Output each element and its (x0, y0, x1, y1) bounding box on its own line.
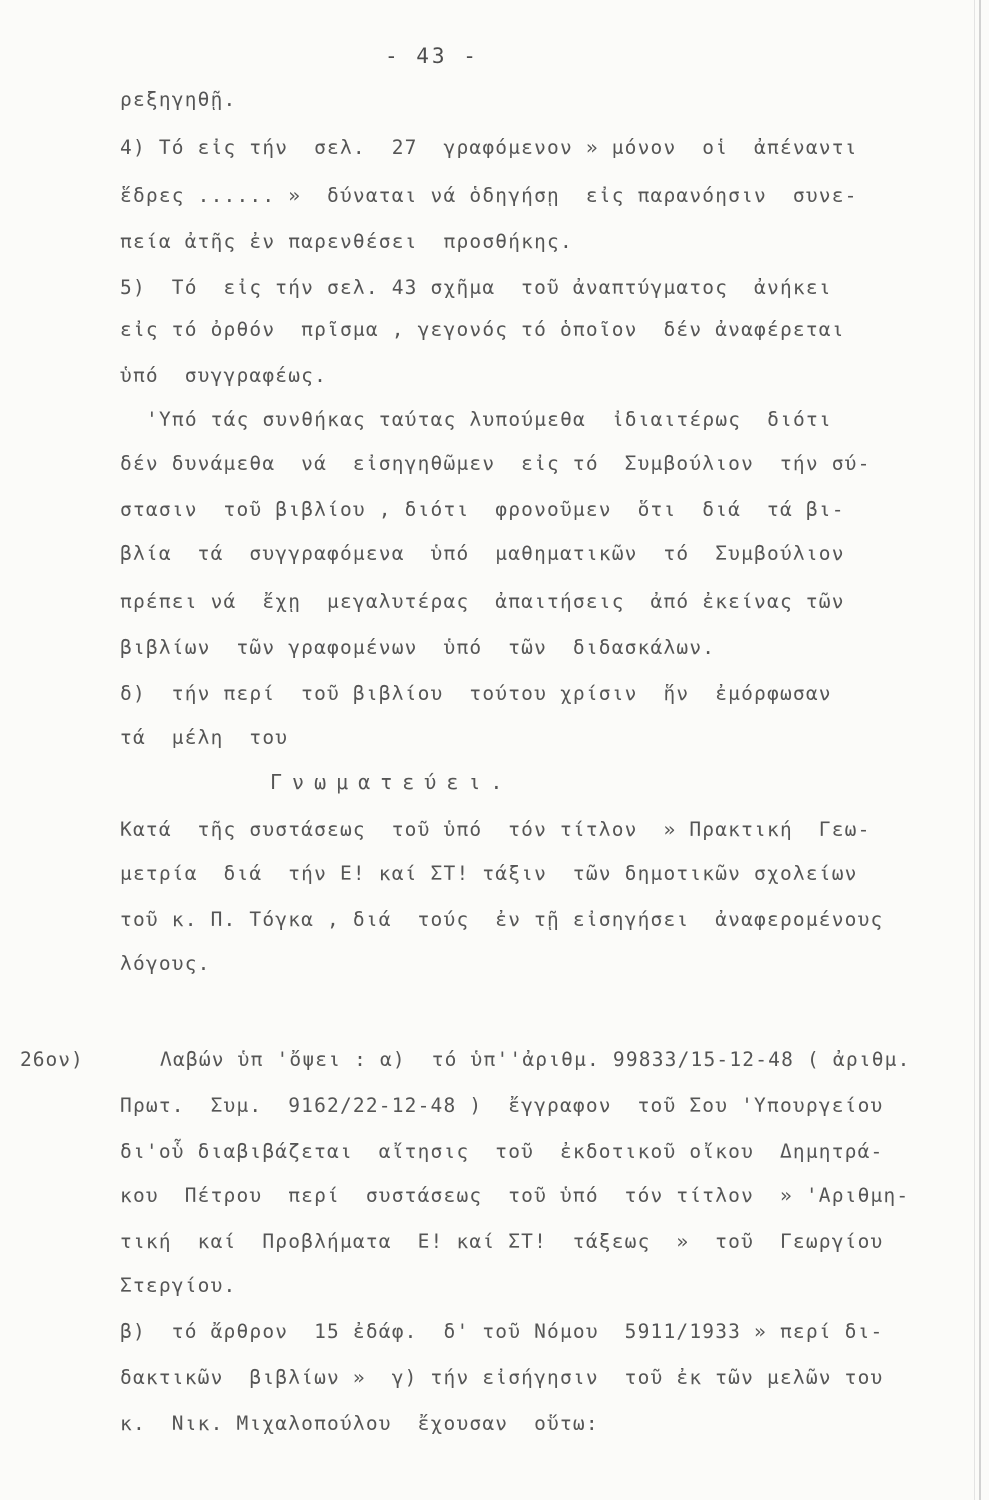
text-line: 'Υπό τάς συνθήκας ταύτας λυπούμεθα ἰδιαιτέρως διότι (146, 408, 832, 431)
text-line: στασιν τοῦ βιβλίου , διότι φρονοῦμεν ὅτι διά τά βι- (120, 498, 845, 521)
item-number-label: 26ον) (20, 1048, 84, 1071)
text-line: δακτικῶν βιβλίων » γ) τήν εἰσήγησιν τοῦ ἐκ τῶν μελῶν του (120, 1366, 884, 1389)
text-line: τοῦ κ. Π. Τόγκα , διά τούς ἐν τῇ εἰσηγήσει ἀναφερομένους (120, 908, 884, 931)
text-line: εἰς τό ὀρθόν πρῖσμα , γεγονός τό ὁποῖον δέν ἀναφέρεται (120, 318, 845, 341)
text-line: μετρία διά τήν Ε! καί ΣΤ! τάξιν τῶν δημοτικῶν σχολείων (120, 862, 858, 885)
text-line: πρέπει νά ἔχῃ μεγαλυτέρας ἀπαιτήσεις ἀπό ἐκείνας τῶν (120, 590, 845, 613)
section-heading: Γνωματεύει. (270, 770, 513, 794)
page-edge-line (979, 0, 981, 1500)
text-line: ρεξηγηθῇ. (120, 88, 237, 111)
text-line: Λαβών ὑπ 'ὄψει : α) τό ὑπ''ἀριθμ. 99833/15-12-48 ( ἀριθμ. (160, 1048, 911, 1071)
text-line: δέν δυνάμεθα νά εἰσηγηθῶμεν εἰς τό Συμβούλιον τήν σύ- (120, 452, 871, 475)
page-edge-line-secondary (974, 0, 975, 1500)
text-line: τά μέλη του (120, 726, 289, 749)
text-line: β) τό ἄρθρον 15 ἐδάφ. δ' τοῦ Νόμου 5911/1933 » περί δι- (120, 1320, 884, 1343)
text-line: δι'οὗ διαβιβάζεται αἴτησις τοῦ ἐκδοτικοῦ οἴκου Δημητρά- (120, 1140, 884, 1163)
text-line: Στεργίου. (120, 1274, 237, 1297)
text-line: Πρωτ. Συμ. 9162/22-12-48 ) ἔγγραφον τοῦ Σου 'Υπουργείου (120, 1094, 884, 1117)
text-line: δ) τήν περί τοῦ βιβλίου τούτου χρίσιν ἥν ἐμόρφωσαν (120, 682, 832, 705)
text-line: 4) Τό εἰς τήν σελ. 27 γραφόμενον » μόνον οἱ ἀπέναντι (120, 136, 858, 159)
text-line: ὑπό συγγραφέως. (120, 364, 328, 387)
text-line: κ. Νικ. Μιχαλοπούλου ἔχουσαν οὕτω: (120, 1412, 599, 1435)
text-line: πεία ἀτῆς ἐν παρενθέσει προσθήκης. (120, 230, 573, 253)
text-line: 5) Τό εἰς τήν σελ. 43 σχῆμα τοῦ ἀναπτύγματος ἀνήκει (120, 276, 832, 299)
text-line: λόγους. (120, 952, 211, 975)
text-line: κου Πέτρου περί συστάσεως τοῦ ὑπό τόν τίτλον » 'Αριθμη- (120, 1184, 910, 1207)
text-line: τική καί Προβλήματα Ε! καί ΣΤ! τάξεως » τοῦ Γεωργίου (120, 1230, 884, 1253)
text-line: βιβλίων τῶν γραφομένων ὑπό τῶν διδασκάλων. (120, 636, 716, 659)
text-line: ἕδρες ...... » δύναται νά ὁδηγήσῃ εἰς παρανόησιν συνε- (120, 184, 858, 207)
page-number: - 43 - (385, 44, 479, 68)
text-line: βλία τά συγγραφόμενα ὑπό μαθηματικῶν τό Συμβούλιον (120, 542, 845, 565)
text-line: Κατά τῆς συστάσεως τοῦ ὑπό τόν τίτλον » Πρακτική Γεω- (120, 818, 871, 841)
